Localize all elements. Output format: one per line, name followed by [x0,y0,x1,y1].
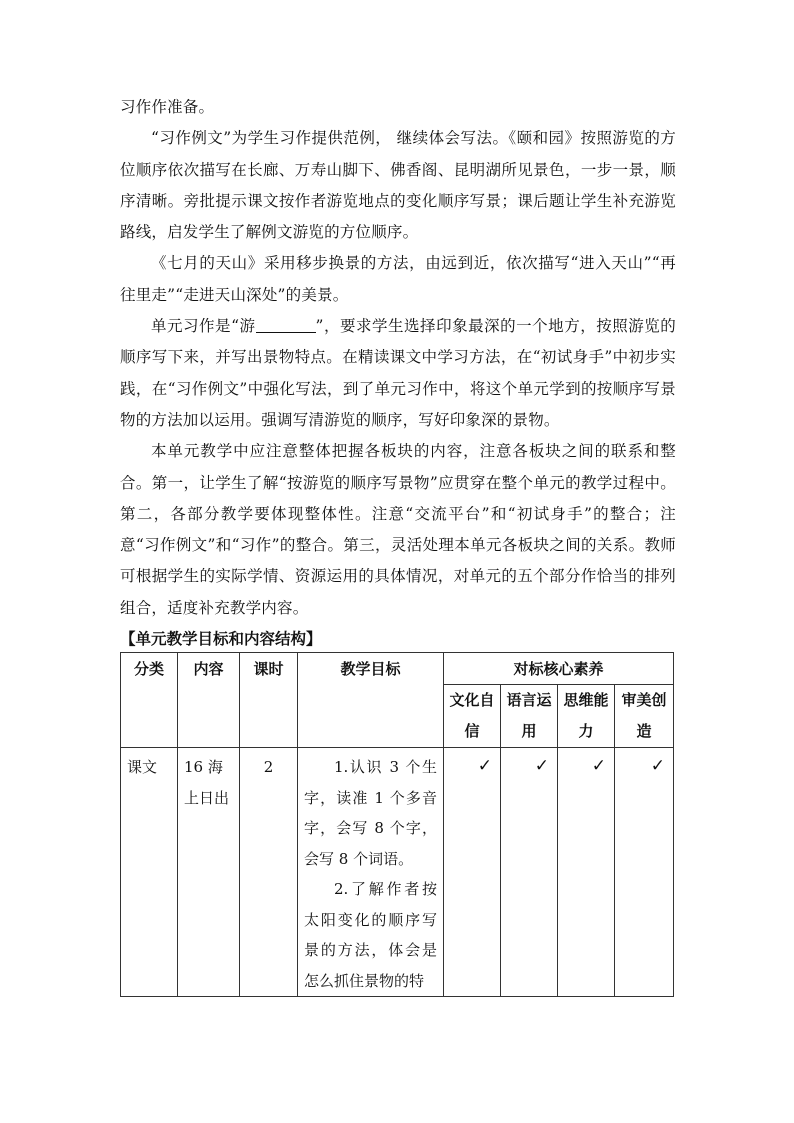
fill-in-blank [256,317,316,334]
header-category: 分类 [121,653,178,748]
check-mark-icon: ✓ [650,756,666,777]
unit-writing-text-after: ”，要求学生选择印象最深的一个地方，按照游览的顺序写下来，并写出景物特点。在精读课文中学习方法，在“初试身手”中初步实践，在“习作例文”中强化写法，到了单元习作中，将这个单元学到的按顺序写景物的方法加以运用。强调写清游览的顺序，写好印象深的景物。 [120,317,676,429]
unit-goal-table [120,652,674,997]
document-page [120,92,676,997]
cell-category: 课文 [127,758,158,777]
check-mark-icon: ✓ [534,756,549,777]
check-mark-icon: ✓ [477,756,492,777]
header-aesthetic-creation: 审美创造 [615,685,674,748]
cell-goal [298,748,443,996]
unit-writing-text-before: 单元习作是“游 [151,317,256,336]
header-thinking-ability: 思维能力 [558,685,615,748]
header-hours: 课时 [240,653,298,748]
cell-content: 16 海上日出 [184,758,230,807]
paragraph-continuation: 习作作准备。 [120,98,215,116]
cell-hours: 2 [263,758,274,777]
paragraph-unit-writing [120,311,676,436]
check-mark-icon: ✓ [591,756,606,777]
paragraph-tianshan: 《七月的天山》采用移步换景的方法，由远到近，依次描写“进入天山”“再往里走”“走进天山深处”的美景。 [120,254,676,304]
section-heading: 【单元教学目标和内容结构】 [120,630,322,649]
table-row [121,748,674,997]
goal-item-1: 1.认识 3 个生字，读准 1 个多音字，会写 8 个字，会写 8 个词语。 [304,758,437,868]
header-language-use: 语言运用 [501,685,558,748]
header-goal: 教学目标 [298,653,444,748]
header-content: 内容 [178,653,240,748]
goal-item-2: 2.了解作者按太阳变化的顺序写景的方法，体会是怎么抓住景物的特 [304,880,437,990]
header-core-literacy: 对标核心素养 [444,653,674,685]
paragraph-teaching-notes: 本单元教学中应注意整体把握各板块的内容，注意各板块之间的联系和整合。第一，让学生了解“按游览的顺序写景物”应贯穿在整个单元的教学过程中。第二，各部分教学要体现整体性。注意“交流平台”和“初试身手”的整合；注意“习作例文”和“习作”的整合。第三，灵活处理本单元各板块之间的关系。教师可根据学生的实际学情、资源运用的具体情况，对单元的五个部分作恰当的排列组合，适度补充教学内容。 [120,442,676,617]
paragraph-example-essay: “习作例文”为学生习作提供范例， 继续体会写法。《颐和园》按照游览的方位顺序依次描写在长廊、万寿山脚下、佛香阁、昆明湖所见景色，一步一景，顺序清晰。旁批提示课文按作者游览地点的变化顺序写景；课后题让学生补充游览路线，启发学生了解例文游览的方位顺序。 [120,129,676,242]
header-culture-confidence: 文化自信 [444,685,501,748]
